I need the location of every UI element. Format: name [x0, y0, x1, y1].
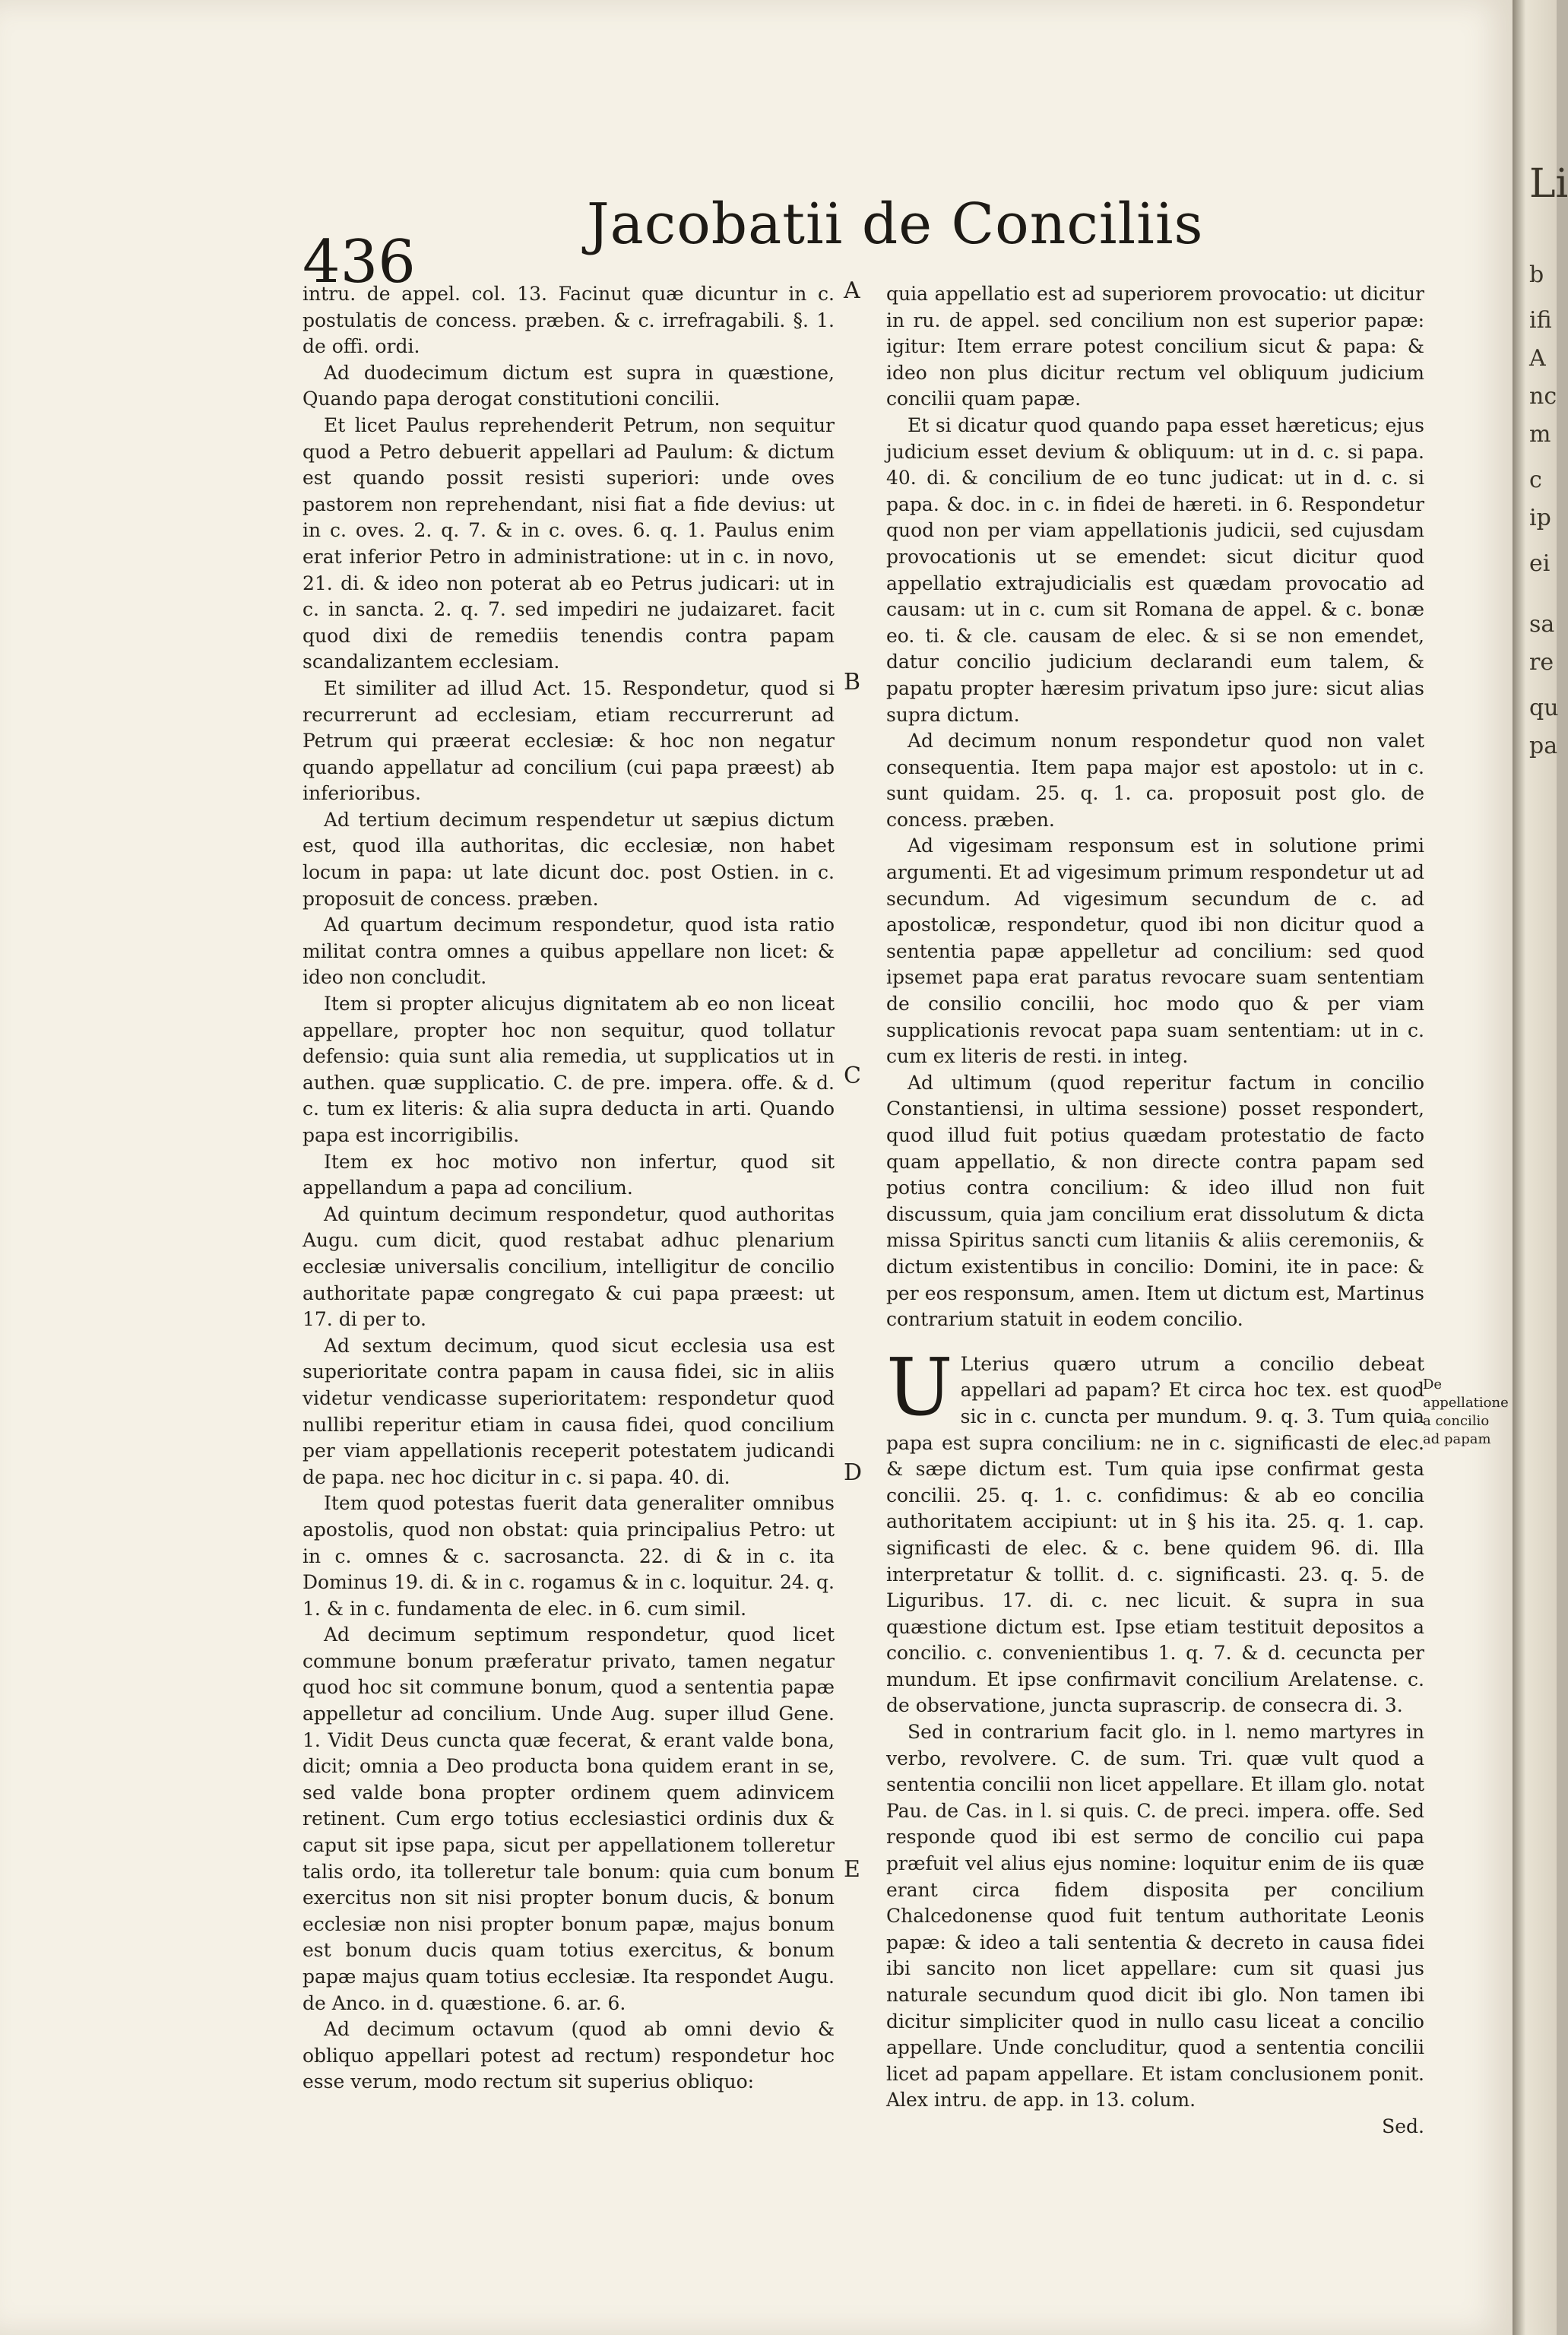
- right-column: [886, 281, 1424, 2140]
- edge-text-9: ei: [1529, 550, 1551, 577]
- right-new-question: [886, 1340, 1424, 1719]
- drop-cap: U: [886, 1340, 953, 1434]
- left-column: [303, 281, 835, 2096]
- section-marker-a: A: [844, 277, 860, 304]
- edge-text-1: Li: [1529, 161, 1568, 207]
- right-paragraph-3: Ad decimum nonum respondetur quod non valet consequentia. Item papa major est apostolo: ut in c. sunt quidam. 25. q. 1. ca. proposuit post glo. de concess. præben.: [886, 730, 1424, 831]
- left-paragraph-9: Ad quintum decimum respondetur, quod authoritas Augu. cum dicit, quod restabat adhuc plenarium ecclesiæ universalis concilium, intelligitur de concilio authoritate papæ congregato & cui papa præest: ut 17. di per to.: [303, 1202, 835, 1331]
- left-paragraph-12: Ad decimum septimum respondetur, quod licet commune bonum præferatur privato, tamen negatur quod hoc sit commune bonum, quod a sententia papæ appelletur ad concilium. Unde Aug. super illud Gene. 1. Vidit Deus cuncta quæ fecerat, & erant valde bona, dicit; omnia a Deo producta bona quidem erant in se, sed valde bona propter ordinem quem adinvicem retinent. Cum ergo totius ecclesiastici ordinis dux & caput sit ipse papa, sicut per appellationem tolleretur talis ordo, ita tolleretur tale bonum: quia cum bonum exercitus non sit nisi propter bonum ducis, & bonum ecclesiæ non nisi propter bonum papæ, majus bonum est bonum ducis quam totius exercitus, & bonum papæ majus quam totius ecclesiæ. Ita respondet Augu. de Anco. in d. quæstione. 6. ar. 6.: [303, 1624, 835, 2014]
- right-paragraph-2: Et si dicatur quod quando papa esset hæreticus; ejus judicium esset devium & obliquum: ut in d. c. si papa. 40. di. & concilium de eo tunc judicat: ut in d. c. si papa. & doc. in c. in fidei de hæreti. in 6. Respondetur quod non per viam appellationis judicii, sed cujusdam provocationis ut se emendet: sicut dicitur quod appellatio extrajudicialis est quædam provocatio ad causam: ut in c. cum sit Romana de appel. & c. bonæ eo. ti. & cle. causam de elec. & si se non emendet, datur concilio judicium declarandi eum talem, & papatu propter hæresim privatum ipso jure: sicut alias supra dictum.: [886, 413, 1424, 726]
- edge-text-4: A: [1529, 345, 1546, 372]
- margin-note: De appellatione a concilio ad papam: [1423, 1377, 1509, 1447]
- left-paragraph-5: Ad tertium decimum respendetur ut sæpius dictum est, quod illa authoritas, dic ecclesiæ, non habet locum in papa: ut late dicunt doc. post Ostien. in c. proposuit de concess. præben.: [303, 808, 835, 910]
- running-title: Jacobatii de Conciliis: [587, 192, 1204, 257]
- right-paragraph-5: Ad ultimum (quod reperitur factum in concilio Constantiensi, in ultima sessione) posset respondert, quod illud fuit potius quædam protestatio de facto quam appellatio, & non directe contra papam sed potius contra concilium: & ideo illud non fuit discussum, quia jam concilium erat dissolutum & dicta missa Spiritus sancti cum litaniis & aliis ceremoniis, & dictum existentibus in concilio: Domini, ite in pace: & per eos responsum, amen. Item ut dictum est, Martinus contrarium statuit in eodem concilio.: [886, 1071, 1424, 1331]
- section-marker-e: E: [844, 1856, 860, 1883]
- edge-text-12: qu: [1529, 695, 1559, 721]
- section-marker-d: D: [844, 1459, 863, 1486]
- left-paragraph-13: Ad decimum octavum (quod ab omni devio & obliquo appellari potest ad rectum) respondetur hoc esse verum, modo rectum sit superius obliquo:: [303, 2018, 835, 2093]
- left-paragraph-11: Item quod potestas fuerit data generaliter omnibus apostolis, quod non obstat: quia principalius Petro: ut in c. omnes & c. sacrosancta. 22. di & in c. ita Dominus 19. di. & in c. rogamus & in c. loquitur. 24. q. 1. & in c. fundamenta de elec. in 6. cum simil.: [303, 1492, 835, 1620]
- left-paragraph-4: Et similiter ad illud Act. 15. Respondetur, quod si recurrerunt ad ecclesiam, etiam reccurrerunt ad Petrum qui præerat ecclesiæ: & hoc non negatur quando appellatur ad concilium (cui papa præest) ab inferioribus.: [303, 676, 835, 805]
- right-paragraph-6: Lterius quæro utrum a concilio debeat appellari ad papam? Et circa hoc tex. est quod sic in c. cuncta per mundum. 9. q. 3. Tum quia papa est supra concilium: ne in c. significasti de elec. & sæpe dictum est. Tum quia ipse confirmat gesta concilii. 25. q. 1. c. confidimus: & ab eo concilia authoritatem accipiunt: ut in § his ita. 25. q. 1. cap. significasti de elec. & c. bene quidem 96. di. Illa interpretatur & tollit. d. c. significasti. 23. q. 5. de Liguribus. 17. di. c. nec licuit. & supra in sua quæstione dictum est. Ipse etiam testituit depositos a concilio. c. convenientibus 1. q. 7. & d. cecuncta per mundum. Et ipse confirmavit concilium Arelatense. c. de observatione, juncta suprascrip. de consecra di. 3.: [886, 1352, 1424, 1717]
- right-paragraph-7: Sed in contrarium facit glo. in l. nemo martyres in verbo, revolvere. C. de sum. Tri. quæ vult quod a sententia concilii non licet appellare. Et illam glo. notat Pau. de Cas. in l. si quis. C. de preci. impera. offe. Sed responde quod ibi est sermo de concilio cui papa præfuit vel alius ejus nomine: loquitur enim de iis quæ erant circa fidem disposita per concilium Chalcedonense quod fuit tentum authoritate Leonis papæ: & ideo a tali sententia & decreto in causa fidei ibi sancito non licet appellare: cum sit quasi jus naturale secundum quod dicit ibi glo. Non tamen ibi dicitur simpliciter quod in nullo casu liceat a concilio appellare. Unde concluditur, quod a sententia concilii licet ad papam appellare. Et istam conclusionem ponit. Alex intru. de app. in 13. colum.: [886, 1721, 1424, 2112]
- catchword: Sed.: [1382, 2115, 1424, 2137]
- edge-text-11: re: [1529, 649, 1554, 676]
- edge-text-8: ip: [1529, 505, 1551, 531]
- edge-text-5: nc: [1529, 383, 1557, 410]
- section-marker-b: B: [844, 669, 861, 695]
- left-paragraph-6: Ad quartum decimum respondetur, quod ista ratio militat contra omnes a quibus appellare non licet: & ideo non concludit.: [303, 914, 835, 989]
- left-paragraph-8: Item ex hoc motivo non infertur, quod sit appellandum a papa ad concilium.: [303, 1150, 835, 1199]
- edge-text-10: sa: [1529, 611, 1555, 638]
- section-marker-c: C: [844, 1063, 861, 1089]
- edge-text-6: m: [1529, 421, 1551, 448]
- left-paragraph-10: Ad sextum decimum, quod sicut ecclesia usa est superioritate contra papam in causa fidei, sic in aliis videtur vendicasse superioritatem: respondetur quod nullibi reperitur etiam in causa fidei, quod concilium per viam appellationis receperit potestatem judicandi de papa. nec hoc dicitur in c. si papa. 40. di.: [303, 1334, 835, 1488]
- left-paragraph-2: Ad duodecimum dictum est supra in quæstione, Quando papa derogat constitutioni concilii.: [303, 361, 835, 410]
- right-paragraph-1: quia appellatio est ad superiorem provocatio: ut dicitur in ru. de appel. sed concilium non est superior papæ: igitur: Item errare potest concilium sicut & papa: & ideo non plus dicitur rectum vel obliquum judicium concilii quam papæ.: [886, 283, 1424, 410]
- edge-text-7: c: [1529, 467, 1542, 493]
- edge-text-13: pa: [1529, 733, 1558, 759]
- edge-text-2: b: [1529, 261, 1544, 288]
- edge-text-3: ifi: [1529, 307, 1552, 334]
- left-paragraph-1: intru. de appel. col. 13. Facinut quæ dicuntur in c. postulatis de concess. præben. & c. irrefragabili. §. 1. de offi. ordi.: [303, 283, 835, 358]
- left-paragraph-7: Item si propter alicujus dignitatem ab eo non liceat appellare, propter hoc non sequitur, quod tollatur defensio: quia sunt alia remedia, ut supplicatios ut in authen. quæ supplicatio. C. de pre. impera. offe. & d. c. tum ex literis: & alia supra deducta in arti. Quando papa est incorrigibilis.: [303, 993, 835, 1146]
- next-page-edge: [1513, 0, 1568, 2335]
- page-number: 436: [303, 228, 416, 296]
- right-paragraph-4: Ad vigesimam responsum est in solutione primi argumenti. Et ad vigesimum primum respondetur ut ad secundum. Ad vigesimum secundum de c. ad apostolicæ, respondetur, quod ibi non dicitur quod a sententia papæ appelletur ad concilium: sed quod ipsemet papa erat paratus revocare suam sententiam de consilio concilii, hoc modo quo & per viam supplicationis revocat papa suam sententiam: ut in c. cum ex literis de resti. in integ.: [886, 835, 1424, 1068]
- left-paragraph-3: Et licet Paulus reprehenderit Petrum, non sequitur quod a Petro debuerit appellari ad Paulum: & dictum est quando possit resisti superiori: unde oves pastorem non reprehendant, nisi fiat a fide devius: ut in c. oves. 2. q. 7. & in c. oves. 6. q. 1. Paulus enim erat inferior Petro in administratione: ut in c. in novo, 21. di. & ideo non poterat ab eo Petrus judicari: ut in c. in sancta. 2. q. 7. sed impediri ne judaizaret. facit quod dixi de remediis tenendis contra papam scandalizantem ecclesiam.: [303, 413, 835, 673]
